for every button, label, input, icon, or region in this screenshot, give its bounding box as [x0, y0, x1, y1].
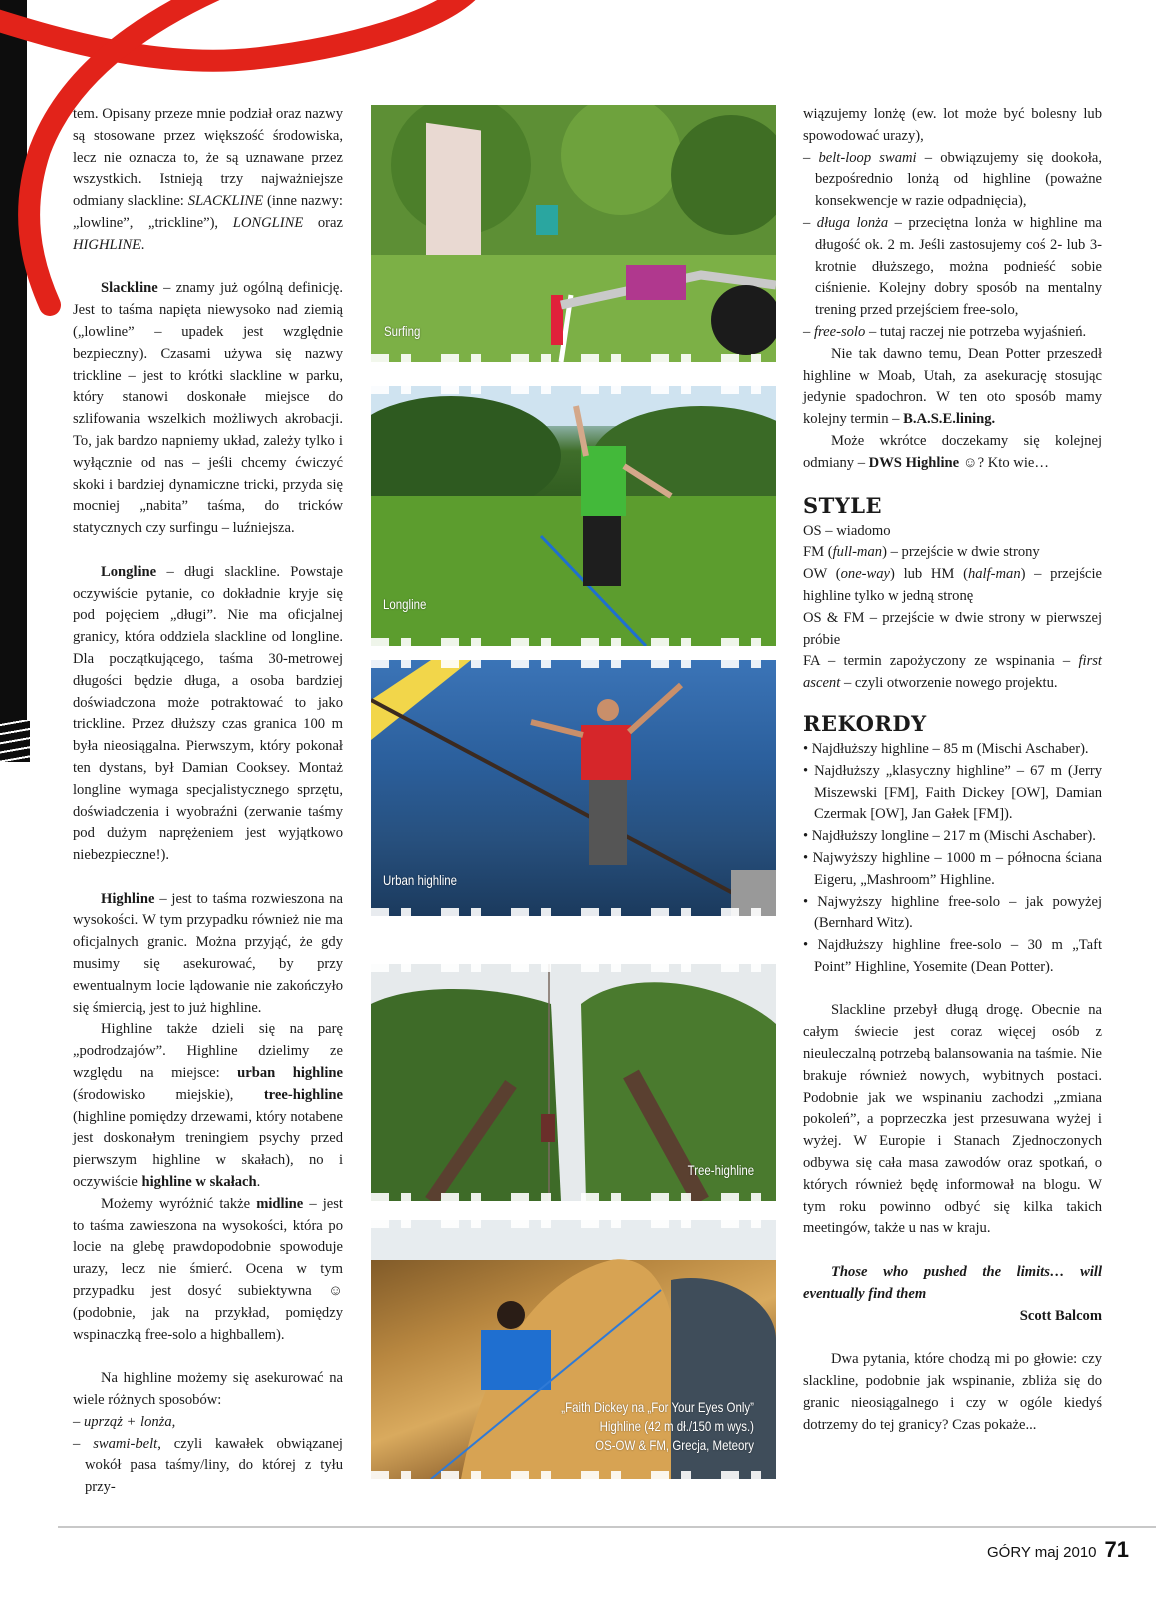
text: (inne nazwy: „lowline”, „trickline”), [73, 193, 343, 231]
record-item: • Najdłuższy longline – 217 m (Mischi Aschaber). [803, 826, 1102, 848]
text: ) – przejście highline tylko w jedną stronę [803, 566, 1103, 604]
torn-edge [371, 908, 776, 916]
text: , czyli kawałek obwiązanej wokół pasa taśmy/liny, do której z tyłu przy- [85, 1435, 343, 1496]
style-heading: STYLE [803, 492, 883, 518]
slackline-term: Slackline [101, 280, 158, 297]
text: . [256, 1174, 261, 1191]
longline-paragraph [73, 562, 343, 867]
continuation-text: wiązujemy lonżę (ew. lot może być bolesny lub spowodować urazy), [803, 106, 1102, 144]
text: OW ( [803, 566, 841, 583]
safety-item-free-solo: – free-solo – tutaj raczej nie potrzeba wyjaśnień. [803, 323, 1087, 340]
text: tem. Opisany przeze mnie podział oraz nazwy są stosowane przez większość środowiska, lecz nie oznacza to, że są uznawane przez wszystkich. Istnieją trzy najważniejsze odmiany slackline: [73, 106, 343, 210]
record-item: • Najwyższy highline – 1000 m – północna ściana Eigeru, „Mashroom” Highline. [803, 848, 1102, 892]
text: Może wkrótce doczekamy się kolejnej odmiany – [803, 432, 1102, 471]
text: FM ( [803, 544, 833, 561]
caption-line: „Faith Dickey na „For Your Eyes Only” [561, 1399, 754, 1415]
dws-highline-term: DWS Highline [868, 454, 960, 471]
record-item: • Najwyższy highline free-solo – jak powyżej (Bernhard Witz). [803, 892, 1102, 936]
midline-paragraph [73, 1194, 343, 1347]
safety-item-harness: – uprząż + lonża, [73, 1413, 176, 1430]
page-number: 71 [1104, 1537, 1129, 1562]
text: uprząż + lonża, [83, 1413, 176, 1430]
term-longline: LONGLINE [232, 214, 304, 231]
record-item: • Najdłuższy „klasyczny highline” – 67 m (Jerry Miszewski [FM], Faith Dickey [OW], Damian Czermak [OW], Jan Gałek [FM]). [803, 761, 1102, 826]
midline-term: midline [256, 1195, 304, 1212]
text: – długi slackline. Powstaje oczywiście pytanie, co dokładnie kryje się pod pojęciem „długi”. Nie ma oficjalnej granicy, która oddziela slackline od longline. Dla początkującego, taśma 30-metrowej długości będzie długa, a osoba bardziej doświadczona może potraktować to jako trickline. Przez dłuższy czas granica 100 m była nieosiągalna. Pierwszym, który pokonał ten dystans, był Damian Cooksey. Montaż longline wymaga specjalistycznego sprzętu, doświadczenia i wyobraźni (zerwanie taśmy pod dużym naprężeniem jest wyjątkowo niebezpieczne!). [73, 563, 343, 864]
photo-caption-meteora [561, 1398, 754, 1455]
photo-surfing [371, 105, 776, 362]
safety-item-belt-loop: – belt-loop swami – obwiązujemy się dookoła, bezpośrednio lonżą od highline (poważne konsekwencje w razie odpadnięcia), [803, 149, 1102, 210]
text: first ascent [803, 653, 1102, 692]
photo-caption: Surfing [384, 323, 421, 339]
quote-author: Scott Balcom [1019, 1307, 1102, 1324]
photo-caption: Longline [383, 596, 427, 612]
style-fa [803, 651, 1102, 695]
text: ) – przejście w dwie strony [882, 544, 1040, 561]
long-lanyard-term: długa lonża [816, 214, 889, 231]
belt-loop-term: belt-loop swami [818, 149, 917, 166]
frayed-strip-edge [0, 720, 30, 762]
style-fm [803, 542, 1102, 564]
safety-item-swami-belt: – swami-belt, czyli kawałek obwiązanej wokół pasa taśmy/liny, do której z tyłu przy- [73, 1435, 343, 1496]
photo-longline [371, 386, 776, 646]
magazine-issue: GÓRY maj 2010 [987, 1544, 1097, 1561]
text: oraz [303, 214, 343, 231]
final-paragraph: Dwa pytania, które chodzą mi po głowie: czy slackline, podobnie jak wspinanie, zbliża się do granic nieosiągalnego i czy w ogóle kiedyś dotrzemy do tej granicy? Czas pokaże... [803, 1351, 1102, 1433]
term-slackline: SLACKLINE [187, 193, 264, 210]
photo-caption: Tree-highline [687, 1162, 754, 1178]
text: – jest to taśma rozwieszona na wysokości. W tym przypadku również nie ma oficjalnych granic. Można przyjąć, że gdy musimy się asekurować, by przy ewentualnym locie lądowanie nie zakończyło się śmiercią, jest to już highline. [73, 890, 343, 1016]
term-highline: HIGHLINE. [73, 236, 145, 253]
text: ) lub HM ( [890, 566, 968, 583]
longline-term: Longline [101, 563, 157, 580]
text: FA – termin zapożyczony ze wspinania – [803, 653, 1079, 670]
text: – tutaj raczej nie potrzeba wyjaśnień. [865, 323, 1087, 340]
torn-edge [371, 660, 776, 668]
text: – znamy już ogólną definicję. Jest to taśma napięta niewysoko nad ziemią („lowline” – upadek jest względnie bezpieczny). Czasami używa się nazwy trickline – jest to krótki slackline w parku, który stanowi doskonałe miejsce do szlifowania wszelkich możliwych akrobacji. To, jak bardzo napniemy układ, zależy tylko i wyłącznie od nas – jeśli chcemy ćwiczyć skoki i bardziej dynamiczne tricki, przyda się mocniej „nabita” taśma, do tricków statycznych czy surfingu – luźniejsza. [73, 280, 343, 537]
quote: Those who pushed the limits… will eventually find them [803, 1264, 1102, 1302]
swami-belt-term: swami-belt [93, 1435, 158, 1452]
text: one-way [840, 566, 891, 583]
dws-paragraph [803, 431, 1102, 475]
record-item: • Najdłuższy highline – 85 m (Mischi Aschaber). [803, 739, 1102, 761]
style-ow [803, 564, 1102, 608]
text: (środowisko miejskie), [73, 1086, 264, 1103]
torn-edge [371, 1471, 776, 1479]
photo-caption: Urban highline [383, 872, 458, 888]
torn-edge [371, 1220, 776, 1228]
safety-intro: Na highline możemy się asekurować na wiele różnych sposobów: [73, 1370, 343, 1409]
text: half-man [967, 566, 1021, 583]
torn-edge [371, 1193, 776, 1201]
torn-edge [371, 386, 776, 394]
highline-paragraph [73, 889, 343, 1020]
urban-highline-term: urban highline [237, 1065, 344, 1082]
photo-urban-highline [371, 660, 776, 916]
highline-subtypes-paragraph [73, 1019, 343, 1193]
text: Highline także dzieli się na parę „podrodzajów”. Highline dzielimy ze względu na miejsce: [73, 1021, 343, 1082]
photo-tree-highline [371, 964, 776, 1201]
potter-paragraph [803, 344, 1102, 431]
text: – czyli otworzenie nowego projektu. [840, 675, 1058, 692]
photo-surfing-illustration [371, 105, 776, 362]
slackline-paragraph [73, 278, 343, 540]
text: Nie tak dawno temu, Dean Potter przeszedł highline w Moab, Utah, za asekurację stosując jedynie spadochron. W ten oto sposób mamy kolejny termin – [803, 345, 1102, 428]
text: full-man [832, 544, 883, 561]
footer-divider [58, 1526, 1156, 1528]
text: – obwiązujemy się dookoła, bezpośrednio lonżą od highline (poważne konsekwencje w razie odpadnięcia), [815, 149, 1102, 210]
black-grunge-strip [0, 0, 27, 762]
torn-edge [371, 964, 776, 972]
safety-item-long-lanyard: – długa lonża – przeciętna lonża w highline ma długość ok. 2 m. Jeśli zastosujemy coś 2- lub 3-krotnie dłuższego, można podnieść sobie ciśnienie. Kolejny dobry sposób na mentalny trening przed przejściem free-solo, [803, 214, 1103, 319]
text: Możemy wyróżnić także [101, 1195, 257, 1212]
right-text-column [803, 104, 1102, 1436]
text: – jest to taśma zawieszona na wysokości, która po locie na glebę prawdopodobnie spowoduje urazy, lecz nie śmierć. Ocena w tym przypadku jest dosyć subiektywna ☺ (podobnie, jak na przykład, pomiędzy wspinaczką free-solo a highballem). [73, 1195, 343, 1343]
record-item: • Najdłuższy highline free-solo – 30 m „Taft Point” Highline, Yosemite (Dean Potter). [803, 935, 1102, 979]
style-osfm: OS & FM – przejście w dwie strony w pierwszej próbie [803, 609, 1102, 648]
caption-line: OS-OW & FM, Grecja, Meteory [595, 1437, 754, 1453]
photo-meteora-highline [371, 1220, 776, 1479]
text: (highline pomiędzy drzewami, który notabene jest doskonałym treningiem psychy przed pierwszym highline w skałach), no i oczywiście [73, 1108, 343, 1191]
free-solo-term: free-solo [813, 323, 866, 340]
rock-highline-term: highline w skałach [141, 1174, 257, 1191]
torn-edge [371, 638, 776, 646]
intro-paragraph [73, 104, 343, 257]
caption-line: Highline (42 m dł./150 m wys.) [599, 1418, 754, 1434]
left-text-column [73, 104, 343, 1499]
page-footer [987, 1537, 1129, 1563]
style-os: OS – wiadomo [803, 522, 891, 539]
photo-longline-illustration [371, 386, 776, 646]
records-heading: REKORDY [803, 710, 927, 736]
baselining-term: B.A.S.E.lining. [903, 411, 996, 428]
tree-highline-term: tree-highline [263, 1086, 343, 1103]
torn-edge [371, 354, 776, 362]
text: – przeciętna lonża w highline ma długość ok. 2 m. Jeśli zastosujemy coś 2- lub 3-krotnie dłuższego, można podnieść sobie ciśnienie. Kolejny dobry sposób na mentalny trening przed przejściem free-solo, [815, 214, 1103, 319]
highline-term: Highline [101, 890, 155, 907]
closing-paragraph: Slackline przebył długą drogę. Obecnie na całym świecie jest coraz więcej osób z nieuleczalną potrzebą balansowania na taśmie. Nie brakuje również nowych, wybitnych postaci. Podobnie jak we wspinaniu zachodzi „zmiana pokoleń”, a poprzeczka jest przesuwana wyżej i wyżej. W Europie i Stanach Zjednoczonych odbywa się cała masa zawodów oraz spotkań, o których również będę informował na blogu. W tym roku powinno odbyć się kilka takich meetingów, także u nas w kraju. [803, 1002, 1102, 1237]
text: ☺? Kto wie… [959, 454, 1049, 471]
